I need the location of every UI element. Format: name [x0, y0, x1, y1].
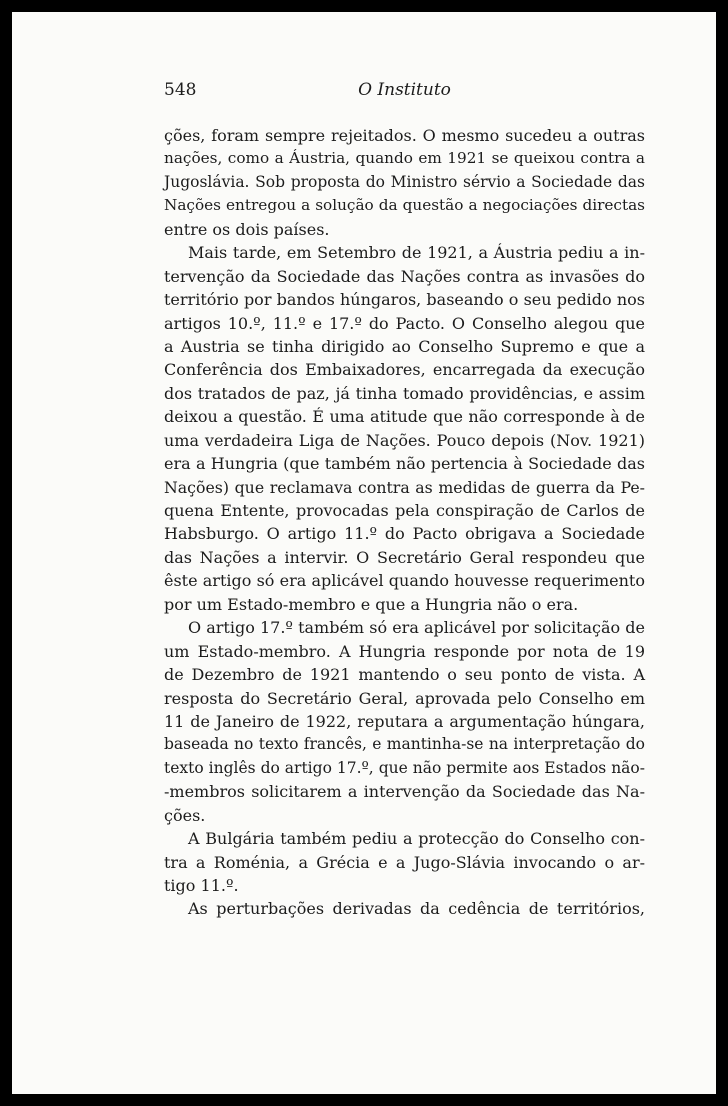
text-line: A Bulgária também pediu a protecção do Conselho con- — [188, 829, 645, 849]
running-title: O Instituto — [358, 80, 451, 100]
text-line: tra a Roménia, a Grécia e a Jugo-Slávia invocando o ar- — [164, 852, 645, 872]
text-line: ções, foram sempre rejeitados. O mesmo sucedeu a outras — [164, 126, 645, 145]
text-line: um Estado-membro. A Hungria responde por nota de 19 — [164, 641, 645, 661]
text-line: entre os dois países. — [164, 219, 330, 239]
text-line: uma verdadeira Liga de Nações. Pouco depois (Nov. 1921) — [164, 430, 645, 450]
text-line: Habsburgo. O artigo 11.º do Pacto obrigava a Sociedade — [164, 524, 645, 544]
text-line: nações, como a Áustria, quando em 1921 se queixou contra a — [164, 149, 645, 168]
body-text — [164, 124, 645, 921]
text-line: por um Estado-membro e que a Hungria não o era. — [164, 594, 579, 614]
text-line: ções. — [164, 805, 206, 825]
text-line: 11 de Janeiro de 1922, reputara a argumentação húngara, — [164, 711, 645, 731]
text-line: êste artigo só era aplicável quando houvesse requerimento — [164, 571, 645, 591]
text-line: território por bandos húngaros, baseando o seu pedido nos — [164, 290, 645, 310]
page-number: 548 — [164, 80, 197, 100]
text-line: era a Hungria (que também não pertencia à Sociedade das — [164, 454, 645, 474]
text-line: Nações) que reclamava contra as medidas de guerra da Pe- — [164, 477, 645, 497]
page-header — [164, 80, 645, 106]
text-line: -membros solicitarem a intervenção da Sociedade das Na- — [164, 782, 645, 802]
text-line: tigo 11.º. — [164, 876, 239, 895]
text-line: Mais tarde, em Setembro de 1921, a Áustria pediu a in- — [188, 243, 645, 263]
text-line: quena Entente, provocadas pela conspiração de Carlos de — [164, 501, 645, 520]
text-line: tervenção da Sociedade das Nações contra as invasões do — [164, 266, 645, 286]
text-line: das Nações a intervir. O Secretário Geral respondeu que — [164, 547, 645, 567]
text-line: de Dezembro de 1921 mantendo o seu ponto de vista. A — [164, 665, 645, 685]
text-line: a Austria se tinha dirigido ao Conselho Supremo e que a — [164, 336, 645, 356]
text-line: artigos 10.º, 11.º e 17.º do Pacto. O Conselho alegou que — [164, 313, 645, 333]
text-line: O artigo 17.º também só era aplicável por solicitação de — [188, 618, 645, 638]
text-line: texto inglês do artigo 17.º, que não permite aos Estados não- — [164, 758, 645, 777]
text-line: As perturbações derivadas da cedência de territórios, — [188, 899, 645, 919]
text-line: deixou a questão. É uma atitude que não corresponde à de — [164, 407, 645, 427]
text-line: resposta do Secretário Geral, aprovada pelo Conselho em — [164, 688, 645, 708]
text-line: Jugoslávia. Sob proposta do Ministro sérvio a Sociedade das — [164, 172, 645, 191]
text-line: dos tratados de paz, já tinha tomado providências, e assim — [164, 383, 645, 403]
document-page — [12, 12, 716, 1094]
text-line: Conferência dos Embaixadores, encarregada da execução — [164, 360, 645, 380]
text-line: Nações entregou a solução da questão a negociações directas — [164, 196, 645, 215]
text-line: baseada no texto francês, e mantinha-se na interpretação do — [164, 735, 645, 754]
